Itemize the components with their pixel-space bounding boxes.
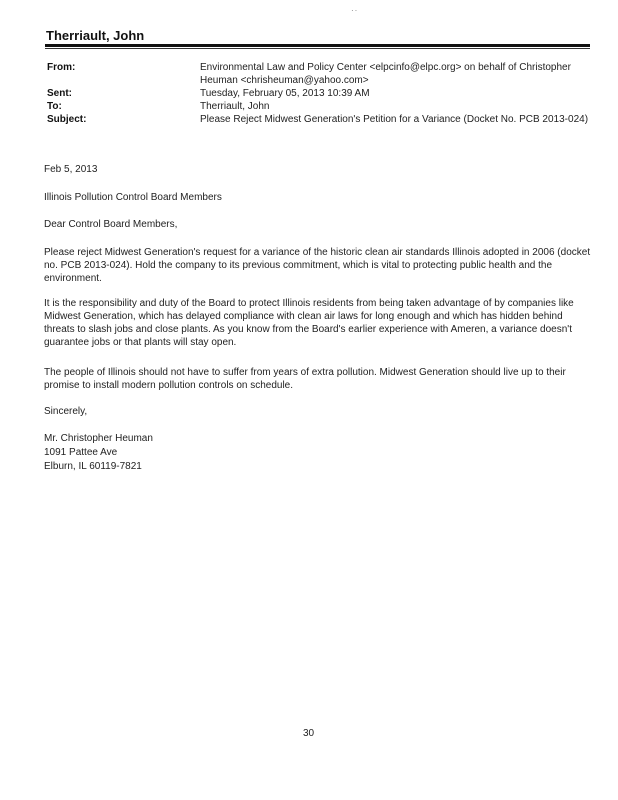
letter-salutation: Dear Control Board Members, xyxy=(44,219,178,230)
to-value: Therriault, John xyxy=(200,101,270,112)
scan-mark: ·· xyxy=(351,6,359,15)
page-number: 30 xyxy=(303,728,315,739)
sent-label: Sent: xyxy=(47,88,72,99)
signer-name: Mr. Christopher Heuman xyxy=(44,433,153,444)
recipient-name: Therriault, John xyxy=(46,28,145,43)
subject-value: Please Reject Midwest Generation's Petition for a Variance (Docket No. PCB 2013-024) xyxy=(200,114,589,125)
letter-paragraph-3: The people of Illinois should not have to suffer from years of extra pollution. Midwest Generation should live up to their promise to install modern pollution controls on schedule. xyxy=(44,367,566,391)
letter-paragraph-1: Please reject Midwest Generation's request for a variance of the historic clean air standards Illinois adopted in 2006 (docket no. PCB 2013-024). Hold the company to its previous commitment, which is vital to protecting public health and the environment. xyxy=(44,247,591,284)
letter-addressee: Illinois Pollution Control Board Members xyxy=(44,192,222,203)
header-rule-thin xyxy=(45,48,590,49)
signer-street: 1091 Pattee Ave xyxy=(44,447,118,458)
subject-label: Subject: xyxy=(47,114,87,125)
from-label: From: xyxy=(47,62,76,73)
letter-date: Feb 5, 2013 xyxy=(44,164,98,175)
signer-city: Elburn, IL 60119-7821 xyxy=(44,461,142,472)
from-value: Environmental Law and Policy Center <elpcinfo@elpc.org> on behalf of Christopher Heuman <chrisheuman@yahoo.com> xyxy=(200,62,571,86)
header-rule xyxy=(45,44,590,47)
letter-paragraph-2: It is the responsibility and duty of the Board to protect Illinois residents from being taken advantage of by companies like Midwest Generation, which has delayed compliance with clean air laws for long enough and which has hidden behind threats to slash jobs and close plants. As you know from the Board's earlier experience with Ameren, a variance doesn't guarantee jobs or that plants will stay open. xyxy=(44,298,574,348)
to-label: To: xyxy=(47,101,62,112)
sent-value: Tuesday, February 05, 2013 10:39 AM xyxy=(200,88,370,99)
letter-closing: Sincerely, xyxy=(44,406,88,417)
